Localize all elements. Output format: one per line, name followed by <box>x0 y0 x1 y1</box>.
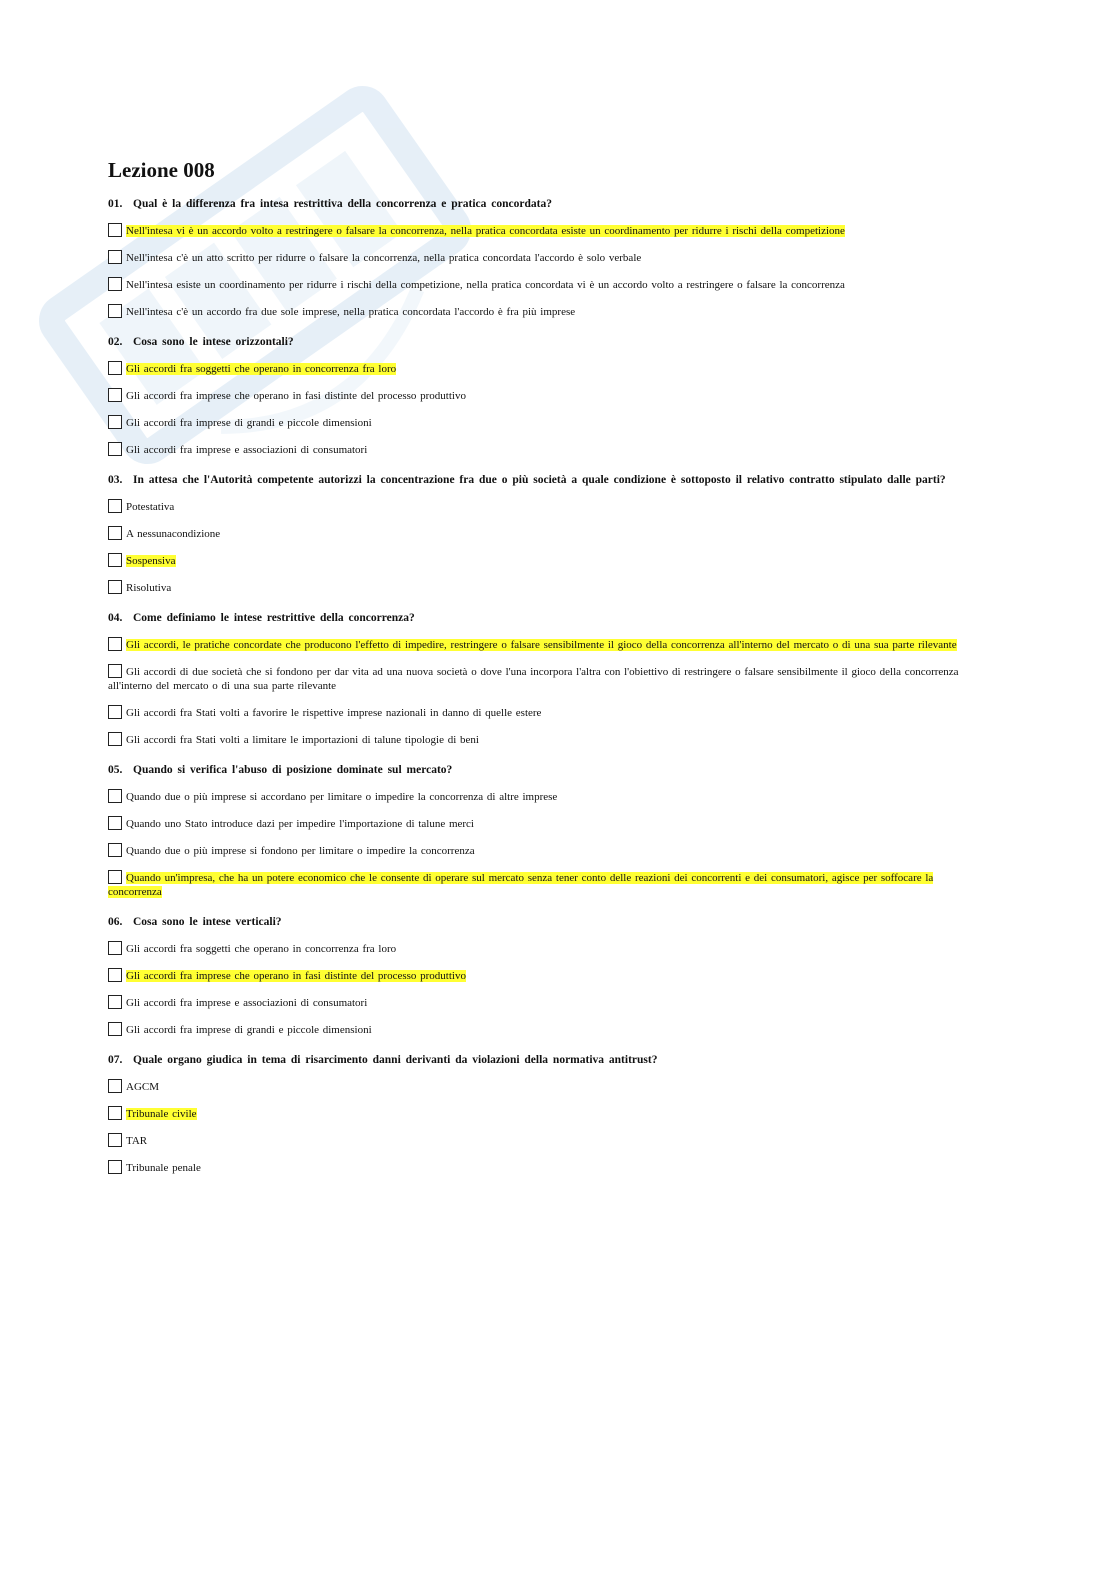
answer-text-highlighted: Sospensiva <box>126 555 176 567</box>
answer-option <box>108 843 988 858</box>
answer-text-highlighted: Gli accordi, le pratiche concordate che producono l'effetto di impedire, restringere o falsare sensibilmente il gioco della concorrenza all'interno del mercato o di una sua parte rilevante <box>126 639 957 651</box>
question-number: 03. <box>108 474 123 486</box>
answer-option <box>108 870 988 899</box>
question-block <box>108 473 988 595</box>
answer-checkbox[interactable] <box>108 843 122 857</box>
answer-option <box>108 705 988 720</box>
answer-checkbox[interactable] <box>108 499 122 513</box>
answer-option <box>108 664 988 693</box>
answer-text: Gli accordi fra imprese che operano in fasi distinte del processo produttivo <box>126 390 466 402</box>
question-number: 07. <box>108 1054 123 1066</box>
answer-text: Gli accordi fra imprese e associazioni di consumatori <box>126 444 368 456</box>
answer-text: TAR <box>126 1135 148 1147</box>
answer-option <box>108 388 988 403</box>
question-label: In attesa che l'Autorità competente autorizzi la concentrazione fra due o più società a quale condizione è sottoposto il relativo contratto stipulato dalle parti? <box>133 474 946 486</box>
answer-checkbox[interactable] <box>108 250 122 264</box>
question-text <box>108 197 988 211</box>
answer-text: Nell'intesa c'è un accordo fra due sole imprese, nella pratica concordata l'accordo è fra più imprese <box>126 306 576 318</box>
question-number: 05. <box>108 764 123 776</box>
answer-text: Quando due o più imprese si accordano per limitare o impedire la concorrenza di altre imprese <box>126 791 558 803</box>
question-list <box>108 197 988 1175</box>
answer-text-highlighted: Tribunale civile <box>126 1108 197 1120</box>
answer-checkbox[interactable] <box>108 995 122 1009</box>
answer-option <box>108 789 988 804</box>
answer-option <box>108 637 988 652</box>
answer-checkbox[interactable] <box>108 637 122 651</box>
answer-text: Gli accordi fra imprese e associazioni di consumatori <box>126 997 368 1009</box>
answer-checkbox[interactable] <box>108 968 122 982</box>
answer-option <box>108 223 988 238</box>
answer-checkbox[interactable] <box>108 361 122 375</box>
answer-option <box>108 1106 988 1121</box>
answer-option <box>108 995 988 1010</box>
answer-text: Risolutiva <box>126 582 172 594</box>
answer-checkbox[interactable] <box>108 664 122 678</box>
answer-text: Quando uno Stato introduce dazi per impedire l'importazione di talune merci <box>126 818 474 830</box>
question-block <box>108 1053 988 1175</box>
answer-text: Gli accordi fra soggetti che operano in concorrenza fra loro <box>126 943 397 955</box>
answer-checkbox[interactable] <box>108 1133 122 1147</box>
answer-checkbox[interactable] <box>108 580 122 594</box>
answer-text: Tribunale penale <box>126 1162 201 1174</box>
answer-checkbox[interactable] <box>108 277 122 291</box>
answer-option <box>108 732 988 747</box>
answer-option <box>108 277 988 292</box>
question-label: Quale organo giudica in tema di risarcimento danni derivanti da violazioni della normativa antitrust? <box>133 1054 658 1066</box>
answer-option <box>108 941 988 956</box>
answer-checkbox[interactable] <box>108 1160 122 1174</box>
answer-option <box>108 968 988 983</box>
answer-text: Gli accordi fra Stati volti a limitare le importazioni di talune tipologie di beni <box>126 734 479 746</box>
question-label: Cosa sono le intese orizzontali? <box>133 336 294 348</box>
question-label: Cosa sono le intese verticali? <box>133 916 282 928</box>
answer-checkbox[interactable] <box>108 223 122 237</box>
question-number: 02. <box>108 336 123 348</box>
answer-text: Gli accordi di due società che si fondono per dar vita ad una nuova società o dove l'una incorpora l'altra con l'obiettivo di restringere o falsare sensibilmente il gioco della concorrenza all'interno del mercato o di una sua parte rilevante <box>108 666 959 692</box>
answer-option <box>108 816 988 831</box>
answer-checkbox[interactable] <box>108 941 122 955</box>
answer-option <box>108 1160 988 1175</box>
question-label: Qual è la differenza fra intesa restrittiva della concorrenza e pratica concordata? <box>133 198 552 210</box>
answer-checkbox[interactable] <box>108 705 122 719</box>
question-number: 04. <box>108 612 123 624</box>
answer-text: Nell'intesa esiste un coordinamento per ridurre i rischi della competizione, nella pratica concordata vi è un accordo volto a restringere o falsare la concorrenza <box>126 279 845 291</box>
answer-option <box>108 1133 988 1148</box>
answer-checkbox[interactable] <box>108 388 122 402</box>
answer-option <box>108 250 988 265</box>
answer-text: Nell'intesa c'è un atto scritto per ridurre o falsare la concorrenza, nella pratica concordata l'accordo è solo verbale <box>126 252 642 264</box>
answer-text-highlighted: Quando un'impresa, che ha un potere economico che le consente di operare sul mercato senza tener conto delle reazioni dei concorrenti e dei consumatori, agisce per soffocare la concorrenza <box>108 872 934 898</box>
question-text <box>108 611 988 625</box>
answer-text: Potestativa <box>126 501 175 513</box>
answer-text: Gli accordi fra imprese di grandi e piccole dimensioni <box>126 417 372 429</box>
answer-text-highlighted: Gli accordi fra soggetti che operano in concorrenza fra loro <box>126 363 397 375</box>
question-label: Quando si verifica l'abuso di posizione dominate sul mercato? <box>133 764 453 776</box>
question-block <box>108 611 988 747</box>
question-text <box>108 763 988 777</box>
answer-option <box>108 526 988 541</box>
answer-option <box>108 415 988 430</box>
answer-checkbox[interactable] <box>108 789 122 803</box>
answer-option <box>108 1022 988 1037</box>
answer-checkbox[interactable] <box>108 442 122 456</box>
answer-text: AGCM <box>126 1081 160 1093</box>
answer-checkbox[interactable] <box>108 415 122 429</box>
answer-option <box>108 580 988 595</box>
question-block <box>108 915 988 1037</box>
answer-text-highlighted: Nell'intesa vi è un accordo volto a restringere o falsare la concorrenza, nella pratica concordata esiste un coordinamento per ridurre i rischi della competizione <box>126 225 845 237</box>
answer-checkbox[interactable] <box>108 526 122 540</box>
question-text <box>108 335 988 349</box>
question-text <box>108 1053 988 1067</box>
question-text <box>108 473 988 487</box>
answer-checkbox[interactable] <box>108 1022 122 1036</box>
answer-checkbox[interactable] <box>108 1106 122 1120</box>
answer-option <box>108 553 988 568</box>
answer-text-highlighted: Gli accordi fra imprese che operano in fasi distinte del processo produttivo <box>126 970 466 982</box>
question-number: 06. <box>108 916 123 928</box>
answer-option <box>108 442 988 457</box>
answer-option <box>108 1079 988 1094</box>
question-label: Come definiamo le intese restrittive della concorrenza? <box>133 612 415 624</box>
page-title: Lezione 008 <box>108 158 215 182</box>
answer-checkbox[interactable] <box>108 870 122 884</box>
question-block <box>108 763 988 899</box>
answer-text: A nessunacondizione <box>126 528 221 540</box>
answer-checkbox[interactable] <box>108 1079 122 1093</box>
question-number: 01. <box>108 198 123 210</box>
answer-option <box>108 499 988 514</box>
answer-text: Quando due o più imprese si fondono per limitare o impedire la concorrenza <box>126 845 475 857</box>
answer-checkbox[interactable] <box>108 304 122 318</box>
answer-option <box>108 361 988 376</box>
question-block <box>108 197 988 319</box>
answer-checkbox[interactable] <box>108 816 122 830</box>
answer-text: Gli accordi fra Stati volti a favorire le rispettive imprese nazionali in danno di quelle estere <box>126 707 542 719</box>
question-block <box>108 335 988 457</box>
answer-checkbox[interactable] <box>108 553 122 567</box>
document-page <box>108 158 988 1191</box>
question-text <box>108 915 988 929</box>
answer-checkbox[interactable] <box>108 732 122 746</box>
answer-text: Gli accordi fra imprese di grandi e piccole dimensioni <box>126 1024 372 1036</box>
answer-option <box>108 304 988 319</box>
